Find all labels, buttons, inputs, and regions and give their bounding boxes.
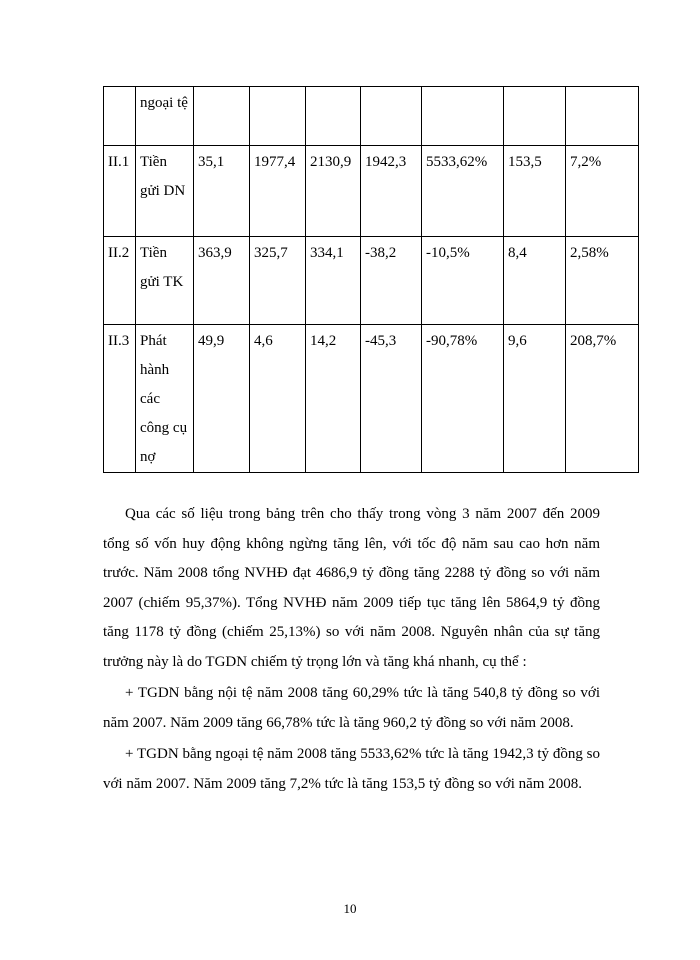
table-cell [504, 87, 566, 146]
table-row [104, 87, 639, 146]
table-cell: 334,1 [306, 237, 361, 325]
table-row [104, 146, 639, 237]
table-cell: 4,6 [250, 325, 306, 473]
table-cell [306, 87, 361, 146]
row-id: II.2 [104, 237, 136, 325]
table-cell: 1942,3 [361, 146, 422, 237]
data-table-container [103, 86, 639, 473]
row-name: Phát hành các công cụ nợ [136, 325, 194, 473]
table-cell: 5533,62% [422, 146, 504, 237]
table-cell: 8,4 [504, 237, 566, 325]
table-cell: 14,2 [306, 325, 361, 473]
table-cell: 2,58% [566, 237, 639, 325]
table-cell: 363,9 [194, 237, 250, 325]
table-row [104, 237, 639, 325]
table-cell [566, 87, 639, 146]
table-cell: -45,3 [361, 325, 422, 473]
row-name: Tiền gửi DN [136, 146, 194, 237]
table-cell: -10,5% [422, 237, 504, 325]
row-name: Tiền gửi TK [136, 237, 194, 325]
table-cell: 49,9 [194, 325, 250, 473]
paragraph: Qua các số liệu trong bảng trên cho thấy trong vòng 3 năm 2007 đến 2009 tổng số vốn huy động không ngừng tăng lên, với tốc độ năm sau cao hơn năm trước. Năm 2008 tổng NVHĐ đạt 4686,9 tỷ đồng tăng 2288 tỷ đồng so với năm 2007 (chiếm 95,37%). Tổng NVHĐ năm 2009 tiếp tục tăng lên 5864,9 tỷ đồng tăng 1178 tỷ đồng (chiếm 25,13%) so với năm 2008. Nguyên nhân của sự tăng trưởng này là do TGDN chiếm tỷ trọng lớn và tăng khá nhanh, cụ thể : [103, 506, 600, 670]
capital-table [103, 86, 639, 473]
paragraph: + TGDN bằng ngoại tệ năm 2008 tăng 5533,62% tức là tăng 1942,3 tỷ đồng so với năm 2007. Năm 2009 tăng 7,2% tức là tăng 153,5 tỷ đồng so với năm 2008. [103, 746, 600, 792]
table-cell [422, 87, 504, 146]
page-number: 10 [343, 901, 357, 916]
table-cell: -90,78% [422, 325, 504, 473]
table-cell [361, 87, 422, 146]
table-cell: 35,1 [194, 146, 250, 237]
row-id: II.1 [104, 146, 136, 237]
table-cell [194, 87, 250, 146]
table-cell: 9,6 [504, 325, 566, 473]
table-cell: 2130,9 [306, 146, 361, 237]
table-cell: 325,7 [250, 237, 306, 325]
table-cell: -38,2 [361, 237, 422, 325]
table-cell: 153,5 [504, 146, 566, 237]
table-cell: 1977,4 [250, 146, 306, 237]
table-row [104, 325, 639, 473]
row-id: II.3 [104, 325, 136, 473]
row-id [104, 87, 136, 146]
table-cell: 208,7% [566, 325, 639, 473]
row-name: ngoại tệ [136, 87, 194, 146]
analysis-text [103, 500, 600, 801]
paragraph: + TGDN bằng nội tệ năm 2008 tăng 60,29% tức là tăng 540,8 tỷ đồng so với năm 2007. Năm 2009 tăng 66,78% tức là tăng 960,2 tỷ đồng so với năm 2008. [103, 685, 600, 731]
table-cell [250, 87, 306, 146]
table-cell: 7,2% [566, 146, 639, 237]
